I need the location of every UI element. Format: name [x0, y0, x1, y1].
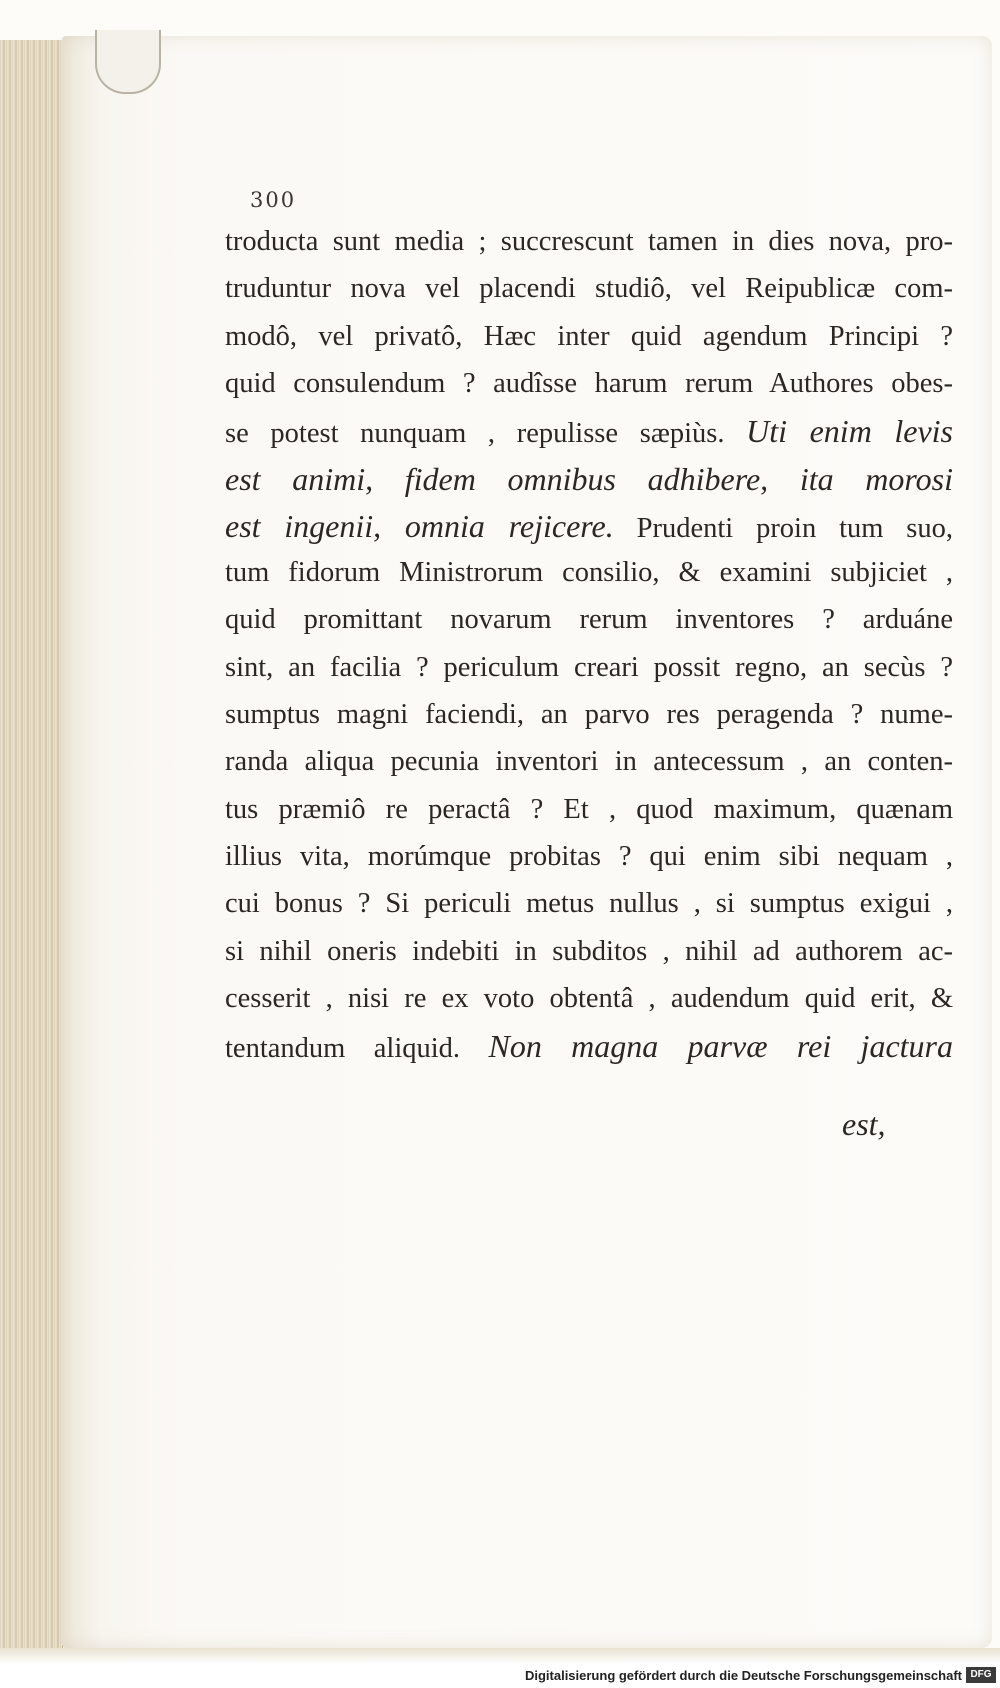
text-run: Prudenti proin tum suo, [613, 512, 954, 544]
text-run: truduntur nova vel placendi studiô, vel Reipublicæ com- [225, 273, 953, 305]
text-run: se potest nunquam , repulisse sæpiùs. [225, 418, 747, 450]
italic-run: est ingenii, omnia rejicere. [225, 507, 614, 544]
text-run: modô, vel privatô, Hæc inter quid agendum Principi ? [225, 320, 953, 352]
text-line [225, 1026, 953, 1066]
text-line [225, 884, 953, 924]
footer-bar [0, 1664, 1000, 1688]
text-line [225, 837, 953, 877]
text-run: troducta sunt media ; succrescunt tamen in dies nova, pro- [225, 226, 953, 257]
italic-run: Uti enim levis [746, 413, 954, 450]
text-line [225, 411, 953, 451]
text-run: tentandum aliquid. [225, 1033, 489, 1065]
text-run: quid consulendum ? audîsse harum rerum Authores obes- [225, 367, 953, 399]
text-run: tus præmiô re peractâ ? Et , quod maximum, quænam [225, 793, 953, 825]
text-line [225, 790, 953, 830]
footer-credit: Digitalisierung gefördert durch die Deutsche Forschungsgemeinschaft [524, 1668, 962, 1683]
text-run: quid promittant novarum rerum inventores ? arduáne [225, 604, 953, 636]
text-run: sumptus magni faciendi, an parvo res peragenda ? nume- [225, 699, 953, 730]
italic-run: est animi, fidem omnibus adhibere, ita morosi [225, 460, 953, 497]
text-run: si nihil oneris indebiti in subditos , nihil ad authorem ac- [225, 935, 953, 967]
text-line [225, 317, 953, 357]
page-stack-edge [0, 40, 63, 1655]
text-line [225, 222, 953, 262]
text-line [225, 553, 953, 593]
catchword: est, [842, 1106, 886, 1142]
dfg-logo: DFG [966, 1667, 996, 1683]
italic-run: Non magna parvæ rei jactura [488, 1028, 953, 1065]
text-line [225, 979, 953, 1019]
text-line [225, 932, 953, 972]
text-run: tum fidorum Ministrorum consilio, & examini subjiciet , [225, 557, 953, 589]
text-line [225, 600, 953, 640]
text-run: sint, an facilia ? periculum creari possit regno, an secùs ? [225, 651, 953, 683]
text-line [225, 695, 953, 735]
scan-bottom-edge [0, 1648, 1000, 1664]
text-line [225, 459, 953, 499]
page-clip [95, 30, 161, 94]
text-line [225, 269, 953, 309]
page-number: 300 [250, 188, 297, 212]
text-line [225, 742, 953, 782]
text-line [225, 648, 953, 688]
text-run: illius vita, morúmque probitas ? qui enim sibi nequam , [225, 840, 953, 872]
text-line [225, 364, 953, 404]
text-run: cui bonus ? Si periculi metus nullus , si sumptus exigui , [225, 888, 953, 920]
text-run: randa aliqua pecunia inventori in antecessum , an conten- [225, 746, 953, 778]
text-line [225, 506, 953, 546]
text-run: cesserit , nisi re ex voto obtentâ , audendum quid erit, & [225, 982, 953, 1014]
